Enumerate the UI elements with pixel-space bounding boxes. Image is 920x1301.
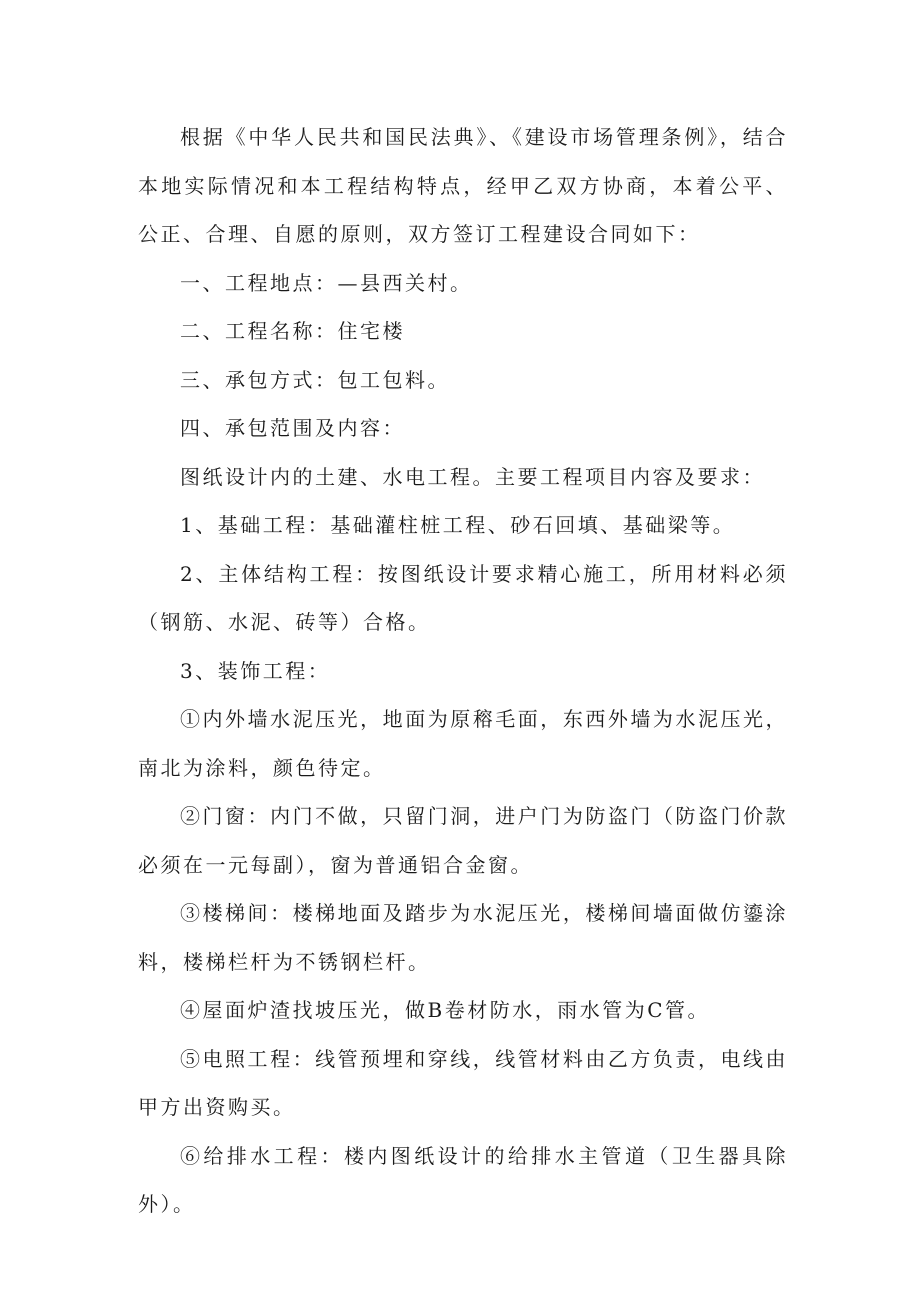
decoration-item-electrical: ⑤电照工程：线管预埋和穿线，线管材料由乙方负责，电线由甲方出资购买。 (138, 1046, 788, 1119)
foundation-work: 1、基础工程：基础灌柱桩工程、砂石回填、基础梁等。 (180, 513, 736, 537)
contract-body (138, 113, 788, 1229)
contract-method: 三、承包方式：包工包料。 (180, 367, 450, 392)
decoration-item-doors-windows: ②门窗：内门不做，只留门洞，进户门为防盗门（防盗门价款必须在一元每副），窗为普通铝合金窗。 (138, 804, 788, 877)
intro-paragraph: 根据《中华人民共和国民法典》、《建设市场管理条例》，结合本地实际情况和本工程结构特点，经甲乙双方协商，本着公平、公正、合理、自愿的原则，双方签订工程建设合同如下： (138, 125, 788, 246)
scope-description: 图纸设计内的土建、水电工程。主要工程项目内容及要求： (180, 464, 765, 489)
decoration-item-walls: ①内外墙水泥压光，地面为原穃毛面，东西外墙为水泥压光，南北为涂料，颜色待定。 (138, 707, 788, 780)
decoration-work-heading: 3、装饰工程： (180, 658, 331, 683)
main-structure-work: 2、主体结构工程：按图纸设计要求精心施工，所用材料必须（钢筋、水泥、砖等）合格。 (138, 561, 788, 634)
project-name: 二、工程名称：住宅楼 (180, 319, 405, 343)
scope-heading: 四、承包范围及内容： (180, 416, 405, 440)
decoration-item-stairwell: ③楼梯间：楼梯地面及踏步为水泥压光，楼梯间墙面做仿鎏涂料，楼梯栏杆为不锈钢栏杆。 (138, 901, 788, 974)
project-location: 一、工程地点：—县西关村。 (180, 270, 473, 295)
decoration-item-plumbing: ⑥给排水工程：楼内图纸设计的给排水主管道（卫生器具除外）。 (138, 1143, 788, 1216)
decoration-item-roof: ④屋面炉渣找坡压光，做B卷材防水，雨水管为C管。 (180, 998, 710, 1022)
